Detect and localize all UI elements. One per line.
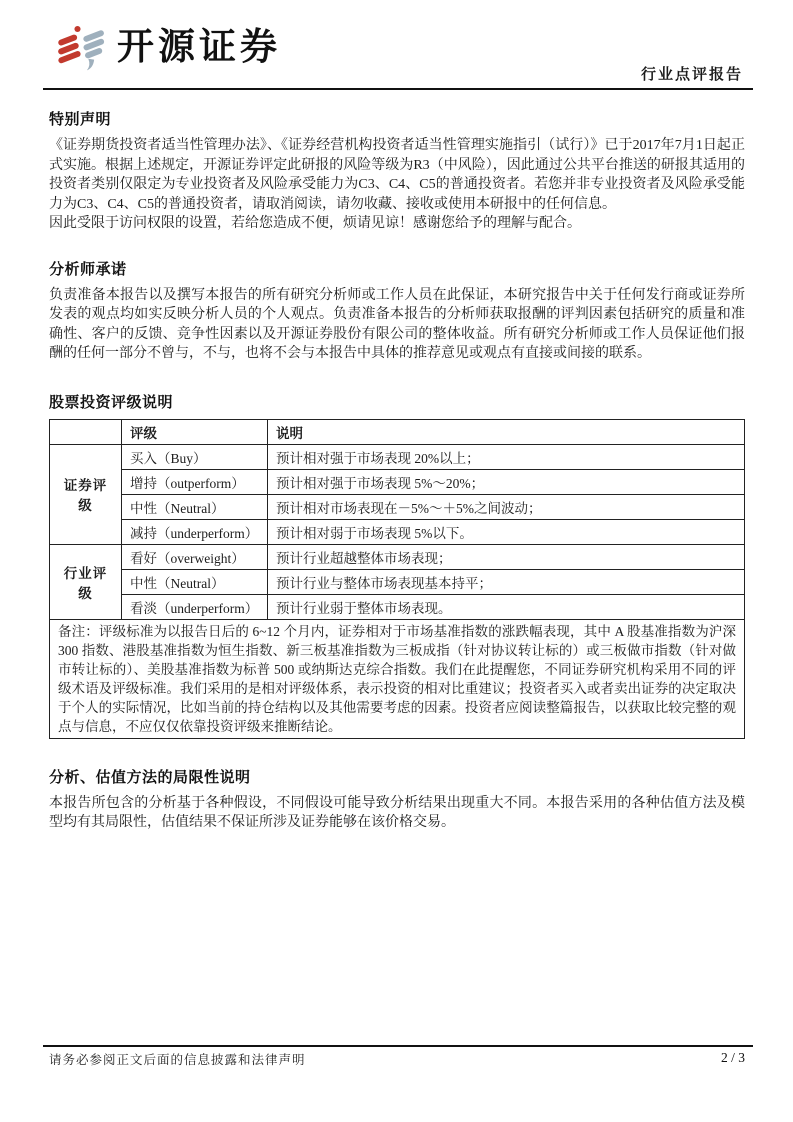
rating-cell: 买入（Buy） [122, 444, 268, 469]
rating-cell: 增持（outperform） [122, 469, 268, 494]
table-row [50, 594, 745, 619]
description-cell: 预计相对弱于市场表现 5%以下。 [268, 519, 745, 544]
rating-cell: 减持（underperform） [122, 519, 268, 544]
special-statement-paragraph-2: 因此受限于访问权限的设置，若给您造成不便，烦请见谅！感谢您给予的理解与配合。 [49, 216, 581, 231]
description-cell: 预计相对强于市场表现 20%以上； [268, 444, 745, 469]
section-title-special-statement: 特别声明 [49, 112, 112, 128]
table-row [50, 469, 745, 494]
section-special-statement [49, 108, 745, 234]
description-cell: 预计行业与整体市场表现基本持平； [268, 569, 745, 594]
header-cell-rating: 评级 [122, 419, 268, 444]
kaiyuan-securities-logo-icon [55, 20, 109, 74]
page-header [43, 0, 753, 90]
section-analyst-commitment [49, 258, 745, 364]
header-cell-description: 说明 [268, 419, 745, 444]
description-cell: 预计相对市场表现在－5%～＋5%之间波动； [268, 494, 745, 519]
table-row [50, 444, 745, 469]
rating-cell: 看淡（underperform） [122, 594, 268, 619]
rating-table [49, 419, 745, 739]
table-row [50, 569, 745, 594]
table-header-row [50, 419, 745, 444]
table-note-row [50, 619, 745, 738]
section-title-rating-explanation: 股票投资评级说明 [49, 394, 174, 411]
rating-cell: 看好（overweight） [122, 544, 268, 569]
rating-cell: 中性（Neutral） [122, 494, 268, 519]
report-type-label: 行业点评报告 [640, 67, 743, 83]
special-statement-paragraph-1: 《证券期货投资者适当性管理办法》、《证券经营机构投资者适当性管理实施指引（试行）》已于2017年7月1日起正式实施。根据上述规定，开源证券评定此研报的风险等级为R3（中风险），因此通过公共平台推送的研报其适用的投资者类别仅限定为专业投资者及风险承受能力为C3、C4、C5的普通投资者。若您并非专业投资者及风险承受能力为C3、C4、C5的普通投资者，请取消阅读，请勿收藏、接收或使用本研报中的任何信息。 [49, 138, 745, 212]
section-rating-explanation [49, 391, 745, 739]
page-footer [43, 1045, 753, 1068]
rating-cell: 中性（Neutral） [122, 569, 268, 594]
page-content [49, 108, 745, 857]
header-cell-empty [50, 419, 122, 444]
section-title-analyst-commitment: 分析师承诺 [49, 261, 127, 278]
rating-note: 备注：评级标准为以报告日后的 6~12 个月内，证券相对于市场基准指数的涨跌幅表现，其中 A 股基准指数为沪深 300 指数、港股基准指数为恒生指数、新三板基准指数为三板成指（针对协议转让标的）或三板做市指数（针对做市转让标的）、美股基准指数为标普 500 或纳斯达克综合指数。我们在此提醒您，不同证券研究机构采用不同的评级术语及评级标准。我们采用的是相对评级体系，表示投资的相对比重建议；投资者买入或者卖出证券的决定取决于个人的实际情况，比如当前的持仓结构以及其他需要考虑的因素。投资者应阅读整篇报告，以获取比较完整的观点与信息，不应仅仅依靠投资评级来推断结论。 [50, 619, 745, 738]
company-name: 开源证券 [117, 26, 281, 67]
section-limitations [49, 766, 745, 833]
group-cell-industry-rating: 行业评级 [50, 544, 122, 619]
description-cell: 预计行业超越整体市场表现； [268, 544, 745, 569]
description-cell: 预计相对强于市场表现 5%～20%； [268, 469, 745, 494]
analyst-commitment-paragraph: 负责准备本报告以及撰写本报告的所有研究分析师或工作人员在此保证，本研究报告中关于任何发行商或证券所发表的观点均如实反映分析人员的个人观点。负责准备本报告的分析师获取报酬的评判因素包括研究的质量和准确性、客户的反馈、竞争性因素以及开源证券股份有限公司的整体收益。所有研究分析师或工作人员保证他们报酬的任何一部分不曾与，不与，也将不会与本报告中具体的推荐意见或观点有直接或间接的联系。 [49, 287, 745, 361]
table-row [50, 494, 745, 519]
footer-disclaimer: 请务必参阅正文后面的信息披露和法律声明 [49, 1053, 306, 1067]
description-cell: 预计行业弱于整体市场表现。 [268, 594, 745, 619]
limitations-paragraph: 本报告所包含的分析基于各种假设，不同假设可能导致分析结果出现重大不同。本报告采用的各种估值方法及模型均有其局限性，估值结果不保证所涉及证券能够在该价格交易。 [49, 795, 745, 830]
table-row [50, 519, 745, 544]
section-title-limitations: 分析、估值方法的局限性说明 [49, 769, 251, 786]
table-row [50, 544, 745, 569]
page-number: 2 / 3 [720, 1050, 745, 1065]
company-logo [55, 20, 281, 74]
group-cell-securities-rating: 证券评级 [50, 444, 122, 544]
